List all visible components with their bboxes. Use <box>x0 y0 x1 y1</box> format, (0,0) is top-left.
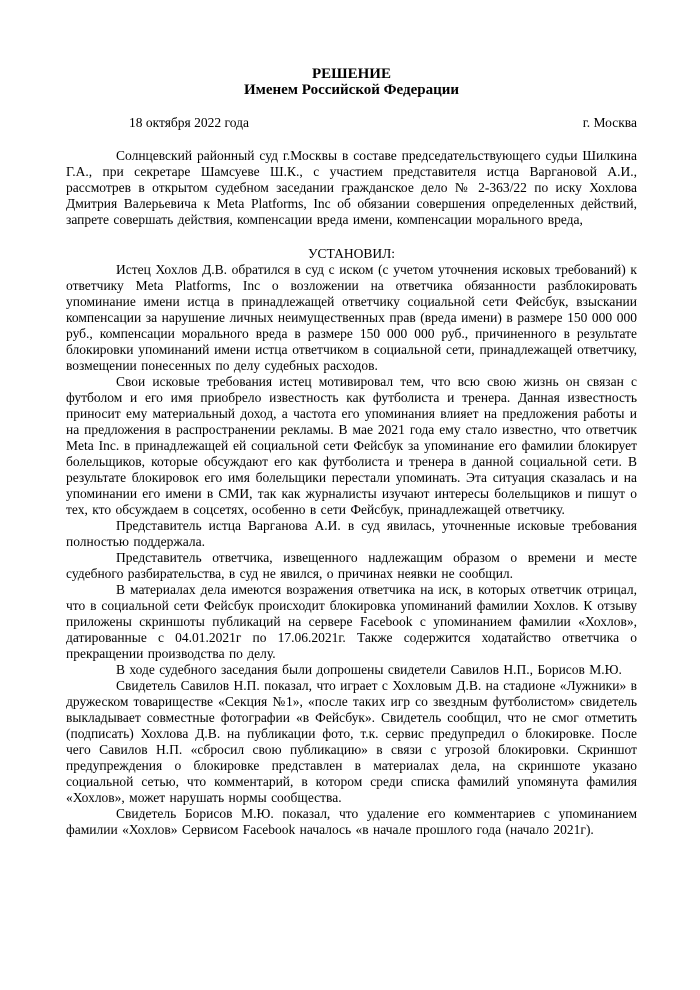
document-subtitle: Именем Российской Федерации <box>243 82 460 98</box>
body-paragraph-plaintiff-representative: Представитель истца Варганова А.И. в суд явилась, уточненные исковые требования полностью поддержала. <box>66 518 637 549</box>
decision-city: г. Москва <box>582 115 637 130</box>
body-paragraph-witness-savilov: Свидетель Савилов Н.П. показал, что играет с Хохловым Д.В. на стадионе «Лужники» в дружеском товариществе «Секция №1», «после таких игр со звездным футболистом» свидетель выкладывает совместные фотографии «в Фейсбук». Свидетель сообщил, что не смог отметить (подписать) Хохлова Д.В. на публикации фото, т.к. сервис предупредил о блокировке. После чего Савилов Н.П. «сбросил свою публикацию» в связи с угрозой блокировки. Скриншот предупреждения о блокировке представлен в материалах дела, на скриншоте указано социальной сетью, что комментарий, в котором среди списка фамилий упомянута фамилия «Хохлов», может нарушать нормы сообщества. <box>66 678 637 805</box>
body-paragraph-claims: Истец Хохлов Д.В. обратился в суд с иском (с учетом уточнения исковых требований) к ответчику Meta Platforms, Inc о возложении на ответчика обязанности разблокировать упоминание имени истца в принадлежащей ответчику социальной сети Фейсбук, взыскании компенсации за нарушение личных неимущественных прав (вреда имени) в размере 150 000 000 руб., компенсации морального вреда в размере 150 000 000 руб., причиненного в результате блокировки упоминаний имени истца ответчиком в социальной сети, принадлежащей ответчику, возмещении понесенных по делу судебных расходов. <box>66 262 637 373</box>
section-heading: УСТАНОВИЛ: <box>307 246 396 261</box>
decision-date: 18 октября 2022 года <box>129 115 249 130</box>
body-paragraph-defendant-representative: Представитель ответчика, извещенного надлежащим образом о времени и месте судебного разбирательства, в суд не явился, о причинах неявки не сообщил. <box>66 550 637 581</box>
date-row <box>66 115 637 131</box>
body-paragraph-witness-borisov: Свидетель Борисов М.Ю. показал, что удаление его комментариев с упоминанием фамилии «Хохлов» Сервисом Facebook началось «в начале прошлого года (начало 2021г). <box>66 806 637 837</box>
document-title: РЕШЕНИЕ <box>312 66 391 82</box>
body-paragraph-case-materials: В материалах дела имеются возражения ответчика на иск, в которых ответчик отрицал, что в социальной сети Фейсбук происходит блокировка упоминаний фамилии Хохлов. К отзыву приложены скриншоты публикаций на сервере Facebook с упоминанием фамилии «Хохлов», датированные с 04.01.2021г по 17.06.2021г. Также содержится ходатайство ответчика о прекращении производства по делу. <box>66 582 637 661</box>
body-paragraph-witnesses-list: В ходе судебного заседания были допрошены свидетели Савилов Н.П., Борисов М.Ю. <box>116 662 622 677</box>
intro-paragraph: Солнцевский районный суд г.Москвы в составе председательствующего судьи Шилкина Г.А., при секретаре Шамсуеве Ш.К., с участием представителя истца Варгановой А.И., рассмотрев в открытом судебном заседании гражданское дело № 2-363/22 по иску Хохлова Дмитрия Валерьевича к Meta Platforms, Inc об обязании совершения определенных действий, запрете совершать действия, компенсации вреда имени, компенсации морального вреда, <box>66 148 637 227</box>
body-paragraph-motivation: Свои исковые требования истец мотивировал тем, что всю свою жизнь он связан с футболом и его имя приобрело известность как футболиста и тренера. Данная известность приносит ему материальный доход, а частота его упоминания влияет на предложения работы и на предложения в распространении рекламы. В мае 2021 года ему стало известно, что ответчик Meta Inc. в принадлежащей ей социальной сети Фейсбук за упоминание его фамилии блокирует болельщиков, которые обсуждают его как футболиста и тренера в данной социальной сети. В результате блокировок его имя болельщики перестали упоминать. Эта ситуация сказалась и на упоминании его имени в СМИ, так как журналисты изучают интересы болельщиков и пишут о тех, кто обсуждаем в соцсетях, особенно в сети Фейсбук, принадлежащей ответчику. <box>66 374 637 517</box>
